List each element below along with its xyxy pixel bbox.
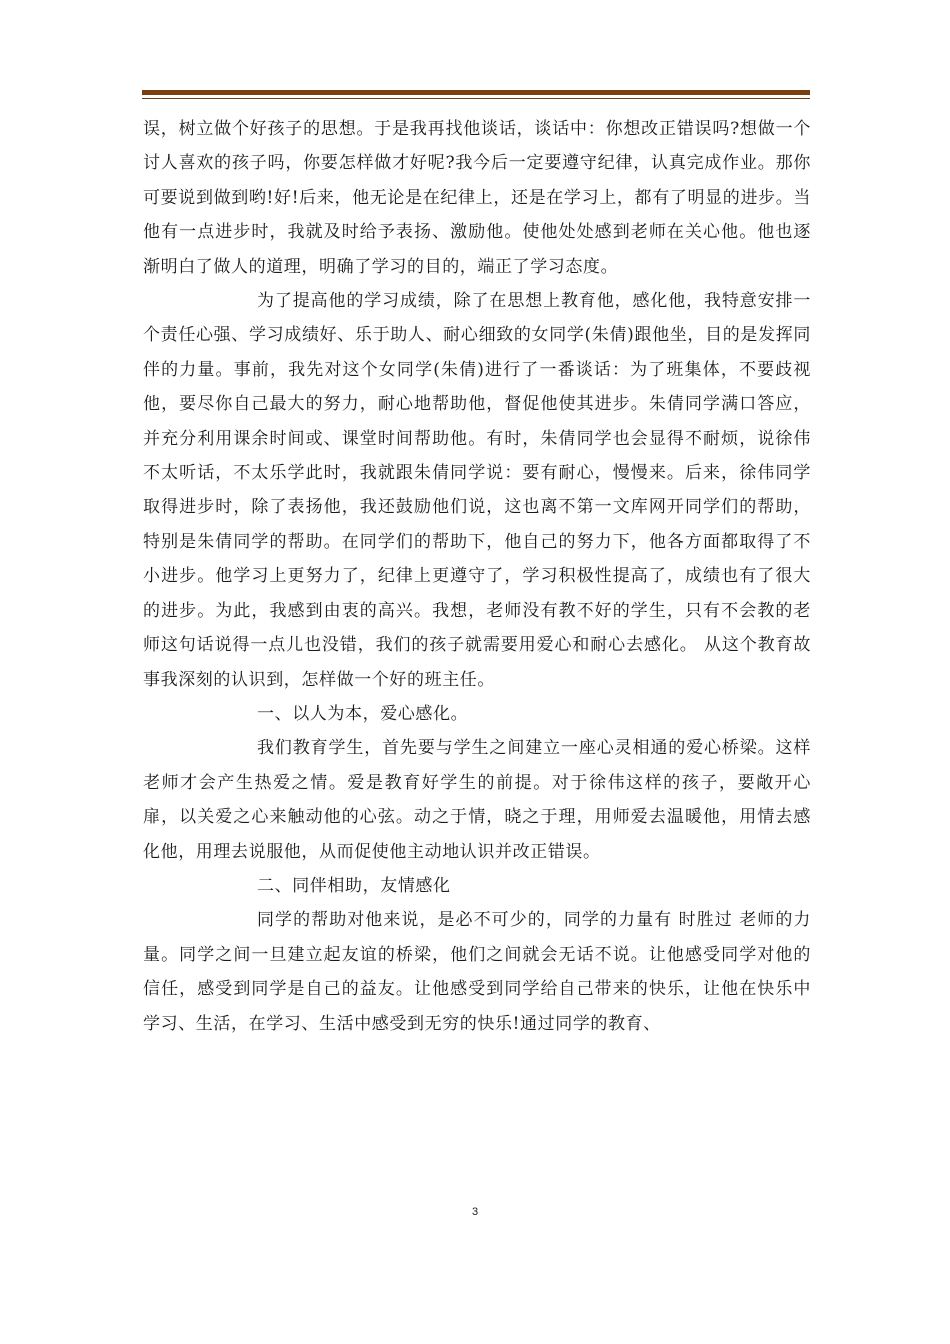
header-rule-thick	[142, 90, 810, 95]
paragraph-peer-help: 为了提高他的学习成绩，除了在思想上教育他，感化他，我特意安排一个责任心强、学习成绩好、乐于助人、耐心细致的女同学(朱倩)跟他坐，目的是发挥同伴的力量。事前，我先对这个女同学(朱倩)进行了一番谈话：为了班集体，不要歧视他，要尽你自己最大的努力，耐心地帮助他，督促他使其进步。朱倩同学满口答应，并充分利用课余时间或、课堂时间帮助他。有时，朱倩同学也会显得不耐烦，说徐伟不太听话，不太乐学此时，我就跟朱倩同学说：要有耐心，慢慢来。后来，徐伟同学取得进步时，除了表扬他，我还鼓励他们说，这也离不第一文库网开同学们的帮助，特别是朱倩同学的帮助。在同学们的帮助下，他自己的努力下，他各方面都取得了不小进步。他学习上更努力了，纪律上更遵守了，学习积极性提高了，成绩也有了很大的进步。为此，我感到由衷的高兴。我想，老师没有教不好的学生，只有不会教的老师这句话说得一点儿也没错，我们的孩子就需要用爱心和耐心去感化。 从这个教育故事我深刻的认识到，怎样做一个好的班主任。	[143, 291, 811, 690]
page-number: 3	[471, 1206, 479, 1218]
paragraph-love: 我们教育学生，首先要与学生之间建立一座心灵相通的爱心桥梁。这样老师才会产生热爱之情。爱是教育好学生的前提。对于徐伟这样的孩子，要敞开心扉，以关爱之心来触动他的心弦。动之于情，晓之于理，用师爱去温暖他，用情去感化他，用理去说服他，从而促使他主动地认识并改正错误。	[143, 738, 811, 862]
section-heading-2: 二、同伴相助，友情感化	[257, 875, 451, 896]
paragraph-continuation: 误，树立做个好孩子的思想。于是我再找他谈话，谈话中：你想改正错误吗?想做一个讨人喜欢的孩子吗，你要怎样做才好呢?我今后一定要遵守纪律，认真完成作业。那你可要说到做到哟!好!后来，他无论是在纪律上，还是在学习上，都有了明显的进步。当他有一点进步时，我就及时给予表扬、激励他。使他处处感到老师在关心他。他也逐渐明白了做人的道理，明确了学习的目的，端正了学习态度。	[143, 119, 811, 277]
section-heading-1: 一、以人为本，爱心感化。	[257, 703, 469, 724]
body-text	[143, 112, 811, 1041]
header-rule-thin	[142, 98, 810, 99]
paragraph-classmates: 同学的帮助对他来说，是必不可少的，同学的力量有 时胜过 老师的力量。同学之间一旦建立起友谊的桥梁，他们之间就会无话不说。让他感受同学对他的信任，感受到同学是自己的益友。让他感受到同学给自己带来的快乐，让他在快乐中学习、生活，在学习、生活中感受到无穷的快乐!通过同学的教育、	[143, 910, 811, 1034]
